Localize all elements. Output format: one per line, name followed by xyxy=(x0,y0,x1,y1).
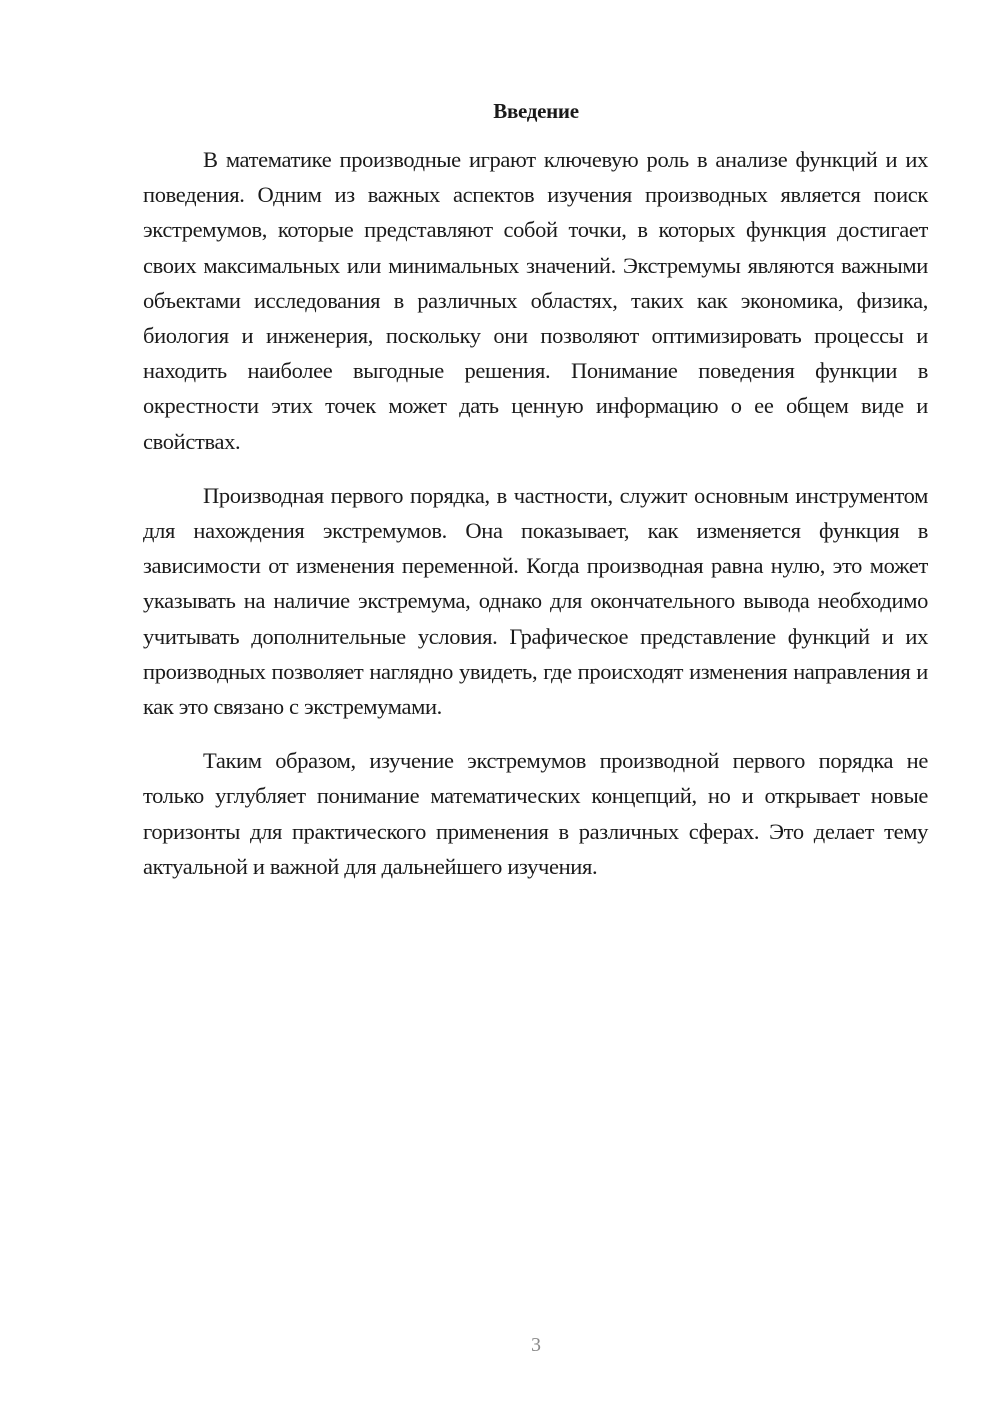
page-number: 3 xyxy=(531,1334,541,1356)
paragraph-1: В математике производные играют ключевую роль в анализе функций и их поведения. Одним из важных аспектов изучения производных является поиск экстремумов, которые представляют собой точки, в которых функция достигает своих максимальных или минимальных значений. Экстремумы являются важными объектами исследования в различных областях, таких как экономика, физика, биология и инженерия, поскольку они позволяют оптимизировать процессы и находить наиболее выгодные решения. Понимание поведения функции в окрестности этих точек может дать ценную информацию о ее общем виде и свойствах. xyxy=(143,147,928,454)
paragraph-3: Таким образом, изучение экстремумов производной первого порядка не только углубляет понимание математических концепций, но и открывает новые горизонты для практического применения в различных сферах. Это делает тему актуальной и важной для дальнейшего изучения. xyxy=(143,748,928,879)
section-heading: Введение xyxy=(493,99,579,123)
document-body xyxy=(143,142,928,884)
paragraph-2: Производная первого порядка, в частности, служит основным инструментом для нахождения экстремумов. Она показывает, как изменяется функция в зависимости от изменения переменной. Когда производная равна нулю, это может указывать на наличие экстремума, однако для окончательного вывода необходимо учитывать дополнительные условия. Графическое представление функций и их производных позволяет наглядно увидеть, где происходят изменения направления и как это связано с экстремумами. xyxy=(143,482,928,720)
